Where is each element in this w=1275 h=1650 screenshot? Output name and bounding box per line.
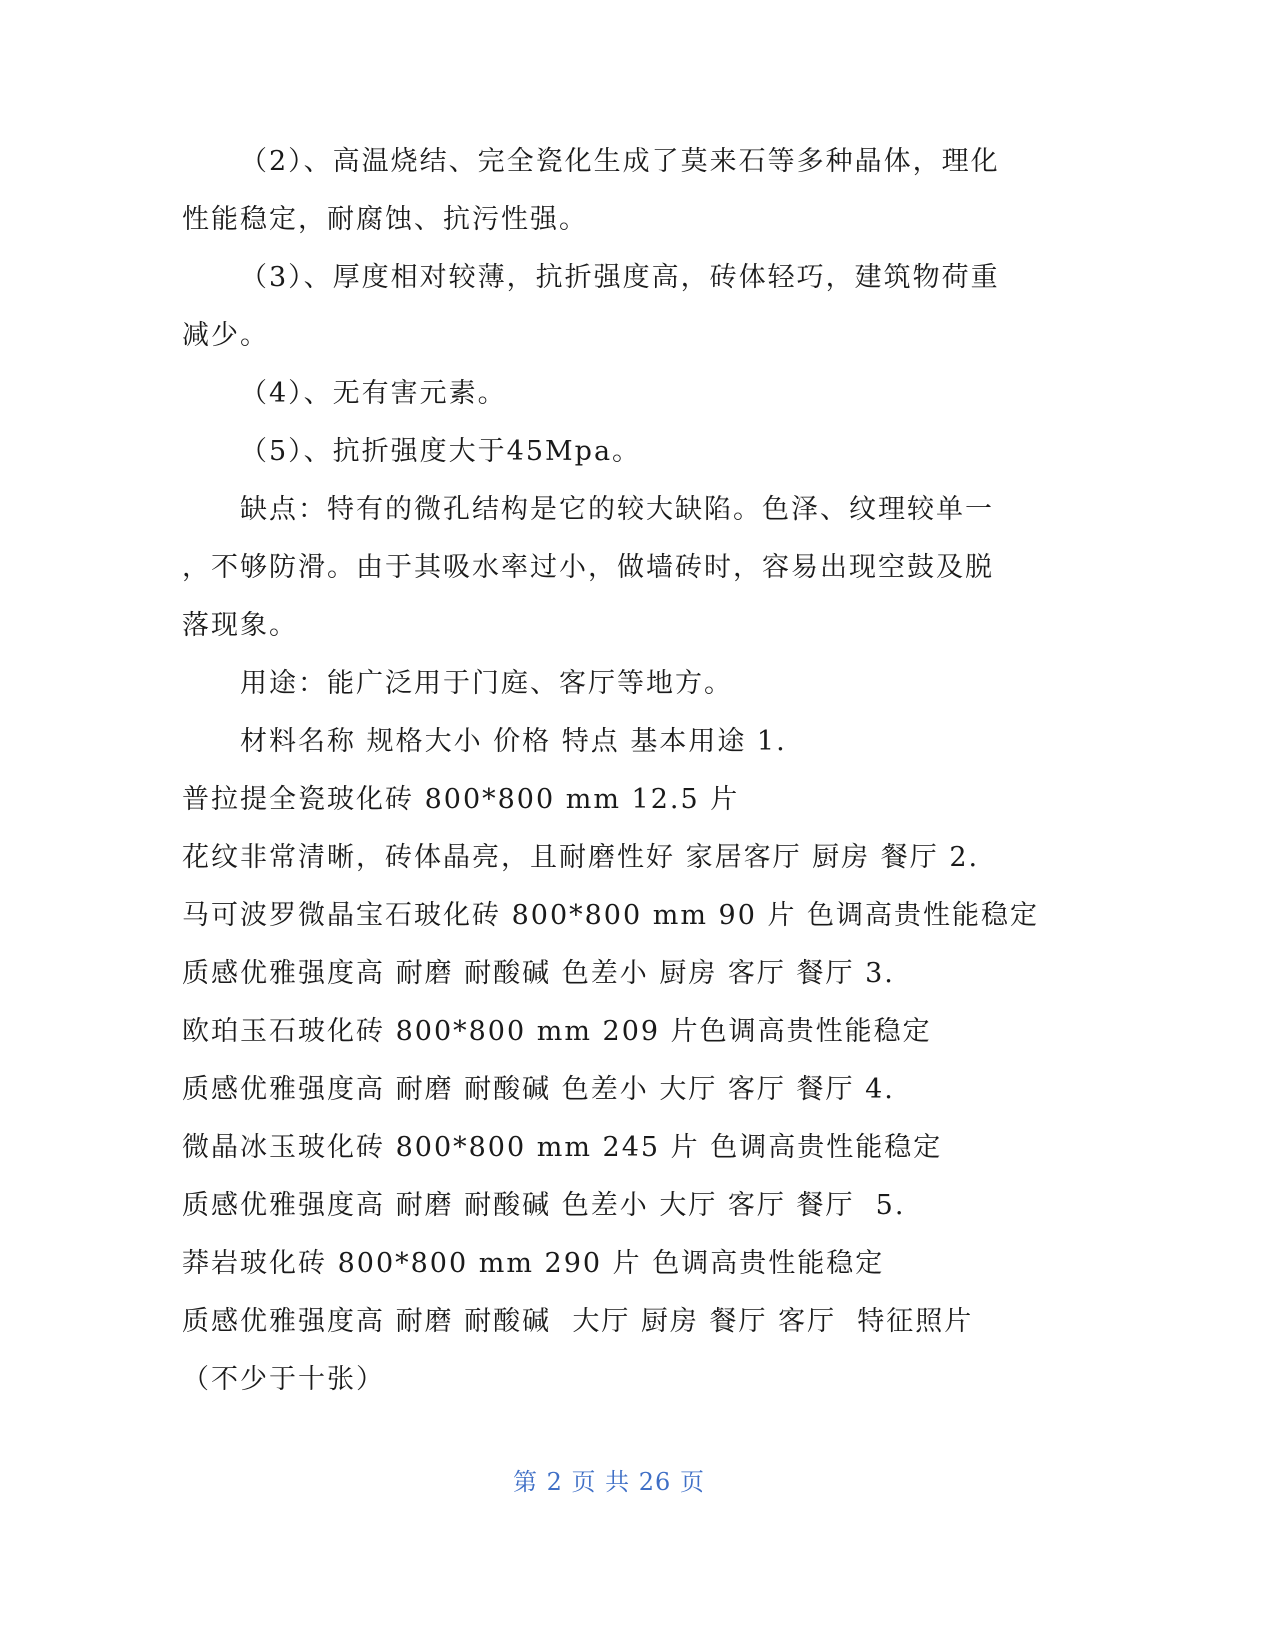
- paragraph-line: ，不够防滑。由于其吸水率过小，做墙砖时，容易出现空鼓及脱: [182, 552, 994, 583]
- paragraph-line: （2）、高温烧结、完全瓷化生成了莫来石等多种晶体，理化: [240, 146, 1000, 177]
- paragraph-line: 落现象。: [182, 610, 298, 641]
- material-line: 微晶冰玉玻化砖 800*800 mm 245 片 色调高贵性能稳定: [182, 1132, 943, 1163]
- paragraph-line: （5）、抗折强度大于45Mpa。: [240, 436, 642, 467]
- paragraph-line: （4）、无有害元素。: [240, 378, 507, 409]
- material-line: （不少于十张）: [182, 1364, 385, 1395]
- material-line: 质感优雅强度高 耐磨 耐酸碱 大厅 厨房 餐厅 客厅 特征照片: [182, 1306, 974, 1337]
- table-header-line: 材料名称 规格大小 价格 特点 基本用途 1.: [240, 726, 787, 757]
- material-line: 马可波罗微晶宝石玻化砖 800*800 mm 90 片 色调高贵性能稳定: [182, 900, 1040, 931]
- material-line: 质感优雅强度高 耐磨 耐酸碱 色差小 厨房 客厅 餐厅 3.: [182, 958, 895, 989]
- material-line: 花纹非常清晰，砖体晶亮，且耐磨性好 家居客厅 厨房 餐厅 2.: [182, 842, 980, 873]
- material-line: 欧珀玉石玻化砖 800*800 mm 209 片色调高贵性能稳定: [182, 1016, 932, 1047]
- material-line: 质感优雅强度高 耐磨 耐酸碱 色差小 大厅 客厅 餐厅 4.: [182, 1074, 895, 1105]
- material-line: 普拉提全瓷玻化砖 800*800 mm 12.5 片: [182, 784, 740, 815]
- material-line: 质感优雅强度高 耐磨 耐酸碱 色差小 大厅 客厅 餐厅 5.: [182, 1190, 906, 1221]
- paragraph-line: （3）、厚度相对较薄，抗折强度高，砖体轻巧，建筑物荷重: [240, 262, 1000, 293]
- paragraph-line: 减少。: [182, 320, 269, 351]
- paragraph-line: 性能稳定，耐腐蚀、抗污性强。: [182, 204, 588, 235]
- paragraph-line: 缺点：特有的微孔结构是它的较大缺陷。色泽、纹理较单一: [240, 494, 994, 525]
- page-number-footer: 第 2 页 共 26 页: [513, 1468, 705, 1496]
- paragraph-line: 用途：能广泛用于门庭、客厅等地方。: [240, 668, 733, 699]
- document-body: [0, 133, 1275, 1409]
- material-line: 莽岩玻化砖 800*800 mm 290 片 色调高贵性能稳定: [182, 1248, 885, 1279]
